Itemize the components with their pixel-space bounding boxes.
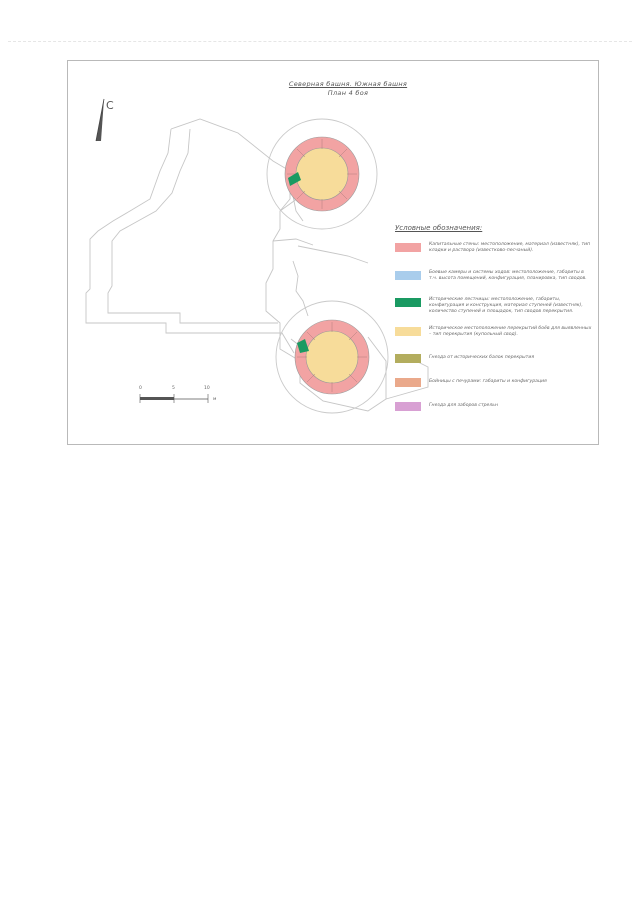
legend-label: Гнезда для заборов стрельн <box>429 403 499 408</box>
legend-label: Исторические лестницы: местоположение, габариты, конфигурация и конструкция, материал ступеней (известняк), количество ступеней и площадок, тип сводов перекрытия. <box>429 297 583 314</box>
legend-swatch <box>395 378 421 387</box>
north-tower <box>267 119 377 229</box>
legend-swatch <box>395 354 421 363</box>
legend-swatch <box>395 298 421 307</box>
north-arrow-icon <box>96 99 104 141</box>
drawing-sheet <box>67 60 599 445</box>
scale-tick-0: 0 <box>139 386 142 391</box>
page-divider <box>8 41 632 42</box>
drawing-title: Северная башня. Южная башня <box>288 80 408 88</box>
legend-swatch <box>395 271 421 280</box>
scale-unit: м <box>213 397 217 402</box>
legend-swatch <box>395 327 421 336</box>
legend-label: Гнезда от исторических балок перекрытия <box>429 355 535 360</box>
legend-label: Капитальные стены: местоположение, материал (известняк), тип кладки и раствора (известково-песчаный). <box>429 242 591 253</box>
scale-tick-10: 10 <box>204 386 210 391</box>
scale-bar <box>140 394 208 403</box>
scale-tick-5: 5 <box>172 386 175 391</box>
legend-label: Боевые камеры и системы ходов: местоположение, габариты в т.ч. высота помещений, конфигурация, планировка, тип сводов. <box>429 270 587 281</box>
legend-label: Историческое местоположение перекрытий боёв для выявленных – тип перекрытия (купольный свод). <box>429 326 592 337</box>
wall-outline <box>86 119 428 411</box>
drawing-subtitle: План 4 боя <box>327 89 369 97</box>
north-mark: С <box>106 99 114 112</box>
legend-swatch <box>395 243 421 252</box>
legend-title: Условные обозначения: <box>395 224 483 232</box>
legend-swatch <box>395 402 421 411</box>
legend-label: Бойницы с печурами: габариты и конфигурация <box>429 379 547 384</box>
